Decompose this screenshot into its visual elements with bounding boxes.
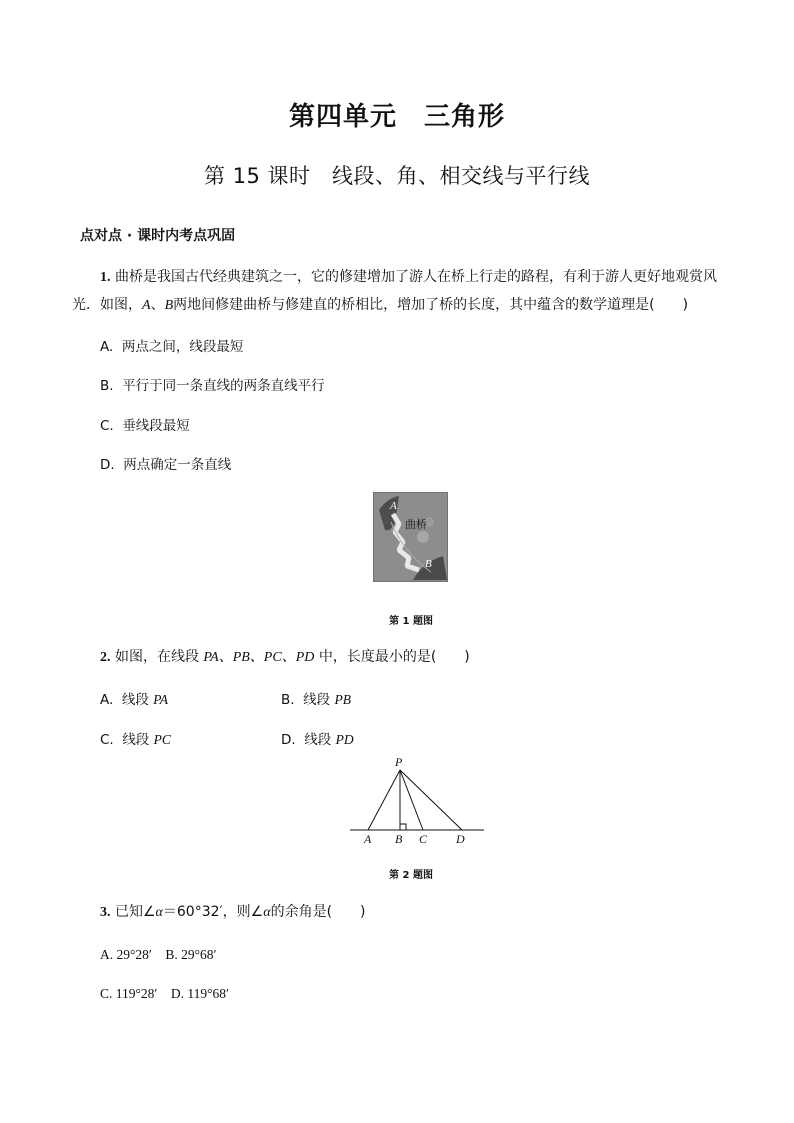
option-letter: B.	[100, 378, 114, 394]
option-letter: A.	[100, 339, 114, 355]
question-text: 如图，在线段	[114, 649, 204, 665]
option-letter: C.	[100, 418, 114, 434]
option-letter: A.	[100, 692, 114, 708]
q1-option-d[interactable]	[100, 453, 231, 473]
option-text: 平行于同一条直线的两条直线平行	[122, 378, 325, 394]
option-text: 垂线段最短	[122, 418, 190, 434]
bridge-figure	[373, 492, 448, 582]
q1-option-a[interactable]	[100, 335, 243, 355]
option-letter: C.	[100, 732, 114, 748]
angle-alpha: α	[263, 905, 271, 920]
question-text: 已知∠	[114, 904, 156, 920]
option-text: 两点确定一条直线	[123, 457, 232, 473]
option-letter: D.	[100, 457, 115, 473]
figure-2-caption: 第 2 题图	[389, 870, 433, 881]
angle-alpha: α	[155, 905, 163, 920]
point-b: B	[395, 832, 403, 846]
segments-figure	[350, 755, 486, 848]
q2-option-a[interactable]	[100, 688, 168, 708]
variable-a: A	[142, 298, 151, 313]
option-text: 线段	[303, 692, 335, 708]
question-text: 光．如图，	[72, 297, 142, 313]
question-text: 两地间修建曲桥与修建直的桥相比，增加了桥的长度，其中蕴含的数学道理是( )	[173, 297, 689, 313]
option-variable: PD	[335, 732, 354, 747]
point-a: A	[364, 832, 372, 846]
lesson-subtitle: 第 15 课时 线段、角、相交线与平行线	[203, 164, 591, 188]
question-number: 3.	[100, 905, 111, 920]
figure-1-caption: 第 1 题图	[389, 616, 433, 627]
section-heading: 点对点 · 课时内考点巩固	[80, 228, 236, 244]
question-1-line-1	[100, 262, 740, 293]
point-p: P	[395, 755, 403, 769]
q2-option-b[interactable]	[281, 688, 351, 708]
variable-b: B	[164, 298, 174, 313]
option-text: 线段	[304, 732, 336, 748]
bridge-illustration	[373, 492, 448, 582]
point-c: C	[419, 832, 428, 846]
segment-pc	[400, 770, 423, 830]
option-variable: PA	[153, 692, 168, 707]
segment-pa	[368, 770, 400, 830]
question-3-stem	[100, 897, 366, 928]
point-d: D	[456, 832, 465, 846]
question-text: 中，长度最小的是( )	[314, 649, 470, 665]
segment-pd	[400, 770, 462, 830]
q3-options-row-1[interactable]: A. 29°28′ B. 29°68′	[100, 947, 217, 962]
option-text: 线段	[121, 692, 154, 708]
q1-option-c[interactable]	[100, 414, 190, 434]
question-text: 曲桥是我国古代经典建筑之一，它的修建增加了游人在桥上行走的路程，有利于游人更好地观赏风	[114, 269, 717, 285]
bridge-label-name: 曲桥	[405, 518, 427, 531]
option-letter: D.	[281, 732, 296, 748]
question-text: ＝60°32′，则∠	[162, 904, 264, 920]
q1-option-b[interactable]	[100, 374, 325, 394]
question-2-stem	[100, 642, 470, 673]
option-variable: PC	[153, 732, 171, 747]
separator: 、	[150, 297, 165, 313]
question-number: 2.	[100, 650, 111, 665]
right-angle-mark	[400, 824, 406, 830]
option-text: 两点之间，线段最短	[121, 339, 244, 355]
q2-option-c[interactable]	[100, 728, 171, 748]
segment-names: PA、PB、PC、PD	[203, 650, 315, 665]
bridge-label-a: A	[390, 500, 397, 512]
question-number: 1.	[100, 270, 111, 285]
page-title: 第四单元 三角形	[288, 102, 505, 132]
option-variable: PB	[334, 692, 351, 707]
option-text: 线段	[122, 732, 154, 748]
q3-options-row-2[interactable]: C. 119°28′ D. 119°68′	[100, 986, 229, 1001]
question-text: 的余角是( )	[270, 904, 366, 920]
option-letter: B.	[281, 692, 295, 708]
bridge-label-b: B	[425, 558, 432, 570]
question-1-line-2	[72, 290, 752, 321]
q2-option-d[interactable]	[281, 728, 354, 748]
